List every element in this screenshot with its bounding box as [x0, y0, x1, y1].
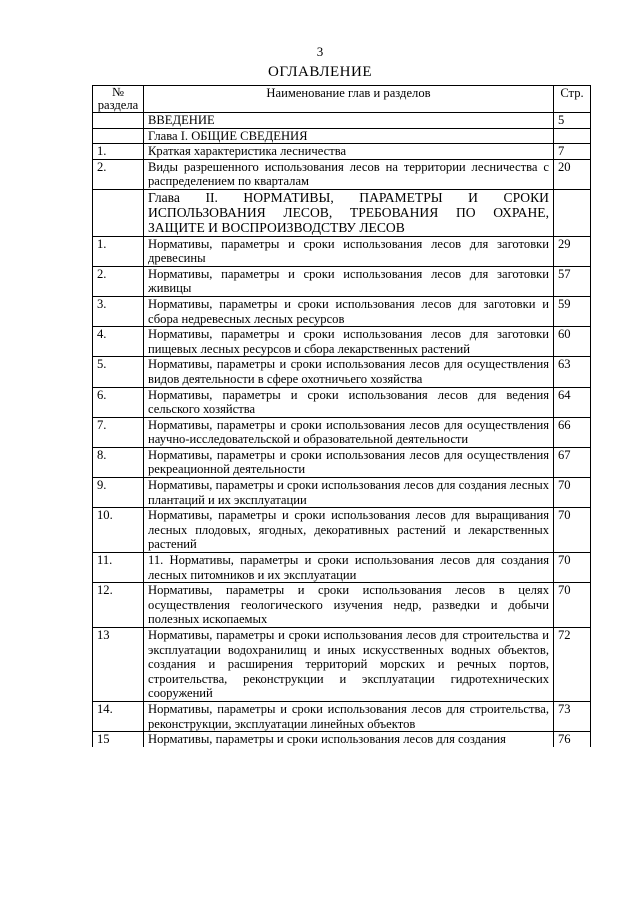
section-number: 1. — [93, 144, 144, 160]
table-row — [93, 189, 591, 236]
chapter-title: Глава I. ОБЩИЕ СВЕДЕНИЯ — [144, 128, 554, 144]
table-of-contents — [92, 85, 591, 747]
section-number — [93, 189, 144, 236]
section-number: 2. — [93, 159, 144, 189]
page-reference: 70 — [554, 583, 591, 628]
section-number: 10. — [93, 508, 144, 553]
page-reference: 66 — [554, 417, 591, 447]
table-row — [93, 447, 591, 477]
section-number: 1. — [93, 236, 144, 266]
page-reference: 63 — [554, 357, 591, 387]
section-title: Нормативы, параметры и сроки использования лесов для осуществления научно-исследовательской и образовательной деятельности — [144, 417, 554, 447]
page-number: 3 — [316, 44, 324, 59]
section-number: 14. — [93, 701, 144, 731]
section-title: Нормативы, параметры и сроки использования лесов для заготовки живицы — [144, 266, 554, 296]
table-row — [93, 732, 591, 747]
page-reference: 76 — [554, 732, 591, 747]
page-reference: 60 — [554, 327, 591, 357]
page-reference: 70 — [554, 553, 591, 583]
table-row — [93, 478, 591, 508]
section-number: 11. — [93, 553, 144, 583]
table-row — [93, 113, 591, 129]
section-title: Нормативы, параметры и сроки использования лесов для создания лесных плантаций и их эксплуатации — [144, 478, 554, 508]
page-reference — [554, 128, 591, 144]
section-title: Нормативы, параметры и сроки использования лесов для заготовки древесины — [144, 236, 554, 266]
section-title: Нормативы, параметры и сроки использования лесов для осуществления рекреационной деятельности — [144, 447, 554, 477]
table-row — [93, 327, 591, 357]
table-row — [93, 296, 591, 326]
table-row — [93, 417, 591, 447]
section-number: 12. — [93, 583, 144, 628]
table-header-row — [93, 86, 591, 113]
section-title: Нормативы, параметры и сроки использования лесов для осуществления видов деятельности в сфере охотничьего хозяйства — [144, 357, 554, 387]
section-number: 3. — [93, 296, 144, 326]
table-row — [93, 628, 591, 702]
section-title: 11. Нормативы, параметры и сроки использования лесов для создания лесных питомников и их эксплуатации — [144, 553, 554, 583]
page-reference: 5 — [554, 113, 591, 129]
page-reference: 67 — [554, 447, 591, 477]
section-title: Виды разрешенного использования лесов на территории лесничества с распределением по кварталам — [144, 159, 554, 189]
section-number: 2. — [93, 266, 144, 296]
column-header-section-name: Наименование глав и разделов — [144, 86, 554, 113]
page-reference: 70 — [554, 508, 591, 553]
table-row — [93, 266, 591, 296]
table-row — [93, 387, 591, 417]
chapter-title: Глава II. НОРМАТИВЫ, ПАРАМЕТРЫ И СРОКИ ИСПОЛЬЗОВАНИЯ ЛЕСОВ, ТРЕБОВАНИЯ ПО ОХРАНЕ, ЗАЩИТЕ И ВОСПРОИЗВОДСТВУ ЛЕСОВ — [144, 189, 554, 236]
section-title: Нормативы, параметры и сроки использования лесов для строительства и эксплуатации водохранилищ и иных искусственных водных объектов, создания и расширения территорий морских и речных портов, строительства, реконструкции и эксплуатации гидротехнических сооружений — [144, 628, 554, 702]
page-reference: 7 — [554, 144, 591, 160]
section-number — [93, 113, 144, 129]
table-row — [93, 144, 591, 160]
page-reference: 64 — [554, 387, 591, 417]
section-title: Нормативы, параметры и сроки использования лесов в целях осуществления геологического изучения недр, разведки и добычи полезных ископаемых — [144, 583, 554, 628]
page-reference: 29 — [554, 236, 591, 266]
page-reference — [554, 189, 591, 236]
section-number: 9. — [93, 478, 144, 508]
page-reference: 70 — [554, 478, 591, 508]
section-number: 4. — [93, 327, 144, 357]
section-number: 15 — [93, 732, 144, 747]
section-title: Нормативы, параметры и сроки использования лесов для строительства, реконструкции, эксплуатации линейных объектов — [144, 701, 554, 731]
page-reference: 72 — [554, 628, 591, 702]
table-row — [93, 236, 591, 266]
page-reference: 59 — [554, 296, 591, 326]
section-title: Нормативы, параметры и сроки использования лесов для выращивания лесных плодовых, ягодных, декоративных растений и лекарственных растений — [144, 508, 554, 553]
section-title: Нормативы, параметры и сроки использования лесов для создания — [144, 732, 554, 747]
section-number — [93, 128, 144, 144]
table-row — [93, 128, 591, 144]
section-title: Краткая характеристика лесничества — [144, 144, 554, 160]
page-reference: 20 — [554, 159, 591, 189]
page-reference: 57 — [554, 266, 591, 296]
table-row — [93, 508, 591, 553]
table-row — [93, 159, 591, 189]
table-row — [93, 583, 591, 628]
table-row — [93, 553, 591, 583]
column-header-section-number: № раздела — [93, 86, 144, 113]
document-title: ОГЛАВЛЕНИЕ — [268, 64, 372, 80]
section-number: 6. — [93, 387, 144, 417]
table-row — [93, 701, 591, 731]
section-number: 8. — [93, 447, 144, 477]
column-header-page: Стр. — [554, 86, 591, 113]
table-row — [93, 357, 591, 387]
section-number: 13 — [93, 628, 144, 702]
section-title: Нормативы, параметры и сроки использования лесов для заготовки и сбора недревесных лесных ресурсов — [144, 296, 554, 326]
section-number: 5. — [93, 357, 144, 387]
section-title: ВВЕДЕНИЕ — [144, 113, 554, 129]
section-number: 7. — [93, 417, 144, 447]
page-reference: 73 — [554, 701, 591, 731]
section-title: Нормативы, параметры и сроки использования лесов для заготовки пищевых лесных ресурсов и сбора лекарственных растений — [144, 327, 554, 357]
section-title: Нормативы, параметры и сроки использования лесов для ведения сельского хозяйства — [144, 387, 554, 417]
